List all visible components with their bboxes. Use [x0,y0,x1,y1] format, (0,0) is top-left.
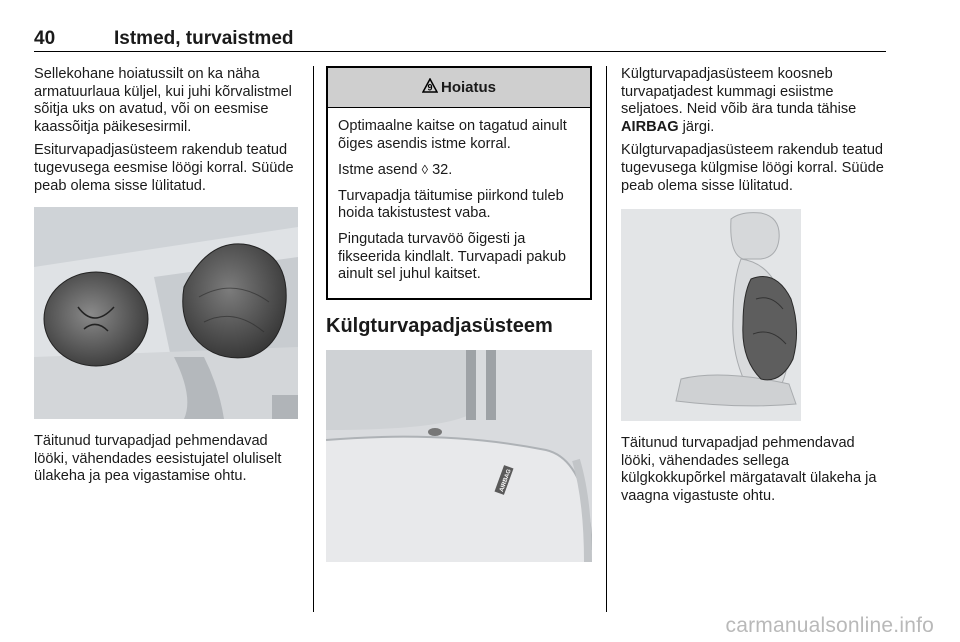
warning-header [328,68,590,108]
warning-body [328,108,590,298]
column-left [34,66,298,492]
paragraph-side-airbag-intro: Külgturvapadjasüsteem koosneb turvapatjadest kummagi esiistme seljatoes. Neid võib ära tunda tähise AIRBAG järgi. [621,66,857,135]
section-heading: Külgturvapadjasüsteem [326,314,553,337]
caption-front-airbags: Täitunud turvapadjad pehmendavad lööki, vähendades eesistujatel oluliselt ülakeha ja pea vigastamise ohtu. [34,433,282,485]
warning-box [326,66,592,300]
svg-text:9: 9 [427,82,433,93]
side-airbag-illustration [621,209,889,421]
page-reference[interactable]: 32. [432,162,453,179]
warning-text-2: Istme asend ◊ 32. [338,162,453,179]
column-middle [326,66,592,562]
page-reference-icon: ◊ [421,162,428,178]
column-right [621,66,889,512]
paragraph-front-airbag: Esiturvapadjasüsteem rakendub teatud tugevusega eesmise löögi korral. Süüde peab olema sisse lülitatud. [34,142,294,194]
watermark: carmanualsonline.info [725,614,934,637]
warning-title: Hoiatus [440,78,496,96]
paragraph-side-airbag-trigger: Külgturvapadjasüsteem rakendub teatud tugevusega külgmise löögi korral. Süüde peab olema sisse lülitatud. [621,142,884,194]
page-number: 40 [34,28,56,49]
warning-text-4: Pingutada turvavöö õigesti ja fikseerida kindlalt. Turvapadi pakub ainult sel juhul kaitset. [338,230,566,283]
warning-text-3: Turvapadja täitumise piirkond tuleb hoida takistustest vaba. [338,187,564,222]
caption-side-airbag: Täitunud turvapadjad pehmendavad lööki, vähendades sellega külgkokkupõrkel märgatavalt ülakeha ja vaagna vigastuste ohtu. [621,435,877,504]
column-divider-right [606,66,607,612]
seat-airbag-label-illustration [326,350,592,562]
airbag-marking: AIRBAG [621,118,679,135]
airbag-tag: AIRBAG [499,468,513,493]
paragraph-warning-label: Sellekohane hoiatussilt on ka näha armatuurlaua küljel, kui juhi kõrvalistmel sõitja uks on avatud, või on eesmise kaassõitja päikesesirmil. [34,66,292,135]
page-header [34,28,886,52]
warning-triangle-icon [422,78,438,98]
front-airbags-illustration [34,207,298,419]
warning-text-1: Optimaalne kaitse on tagatud ainult õiges asendis istme korral. [338,118,567,152]
running-title: Istmed, turvaistmed [114,28,294,49]
column-divider-left [313,66,314,612]
